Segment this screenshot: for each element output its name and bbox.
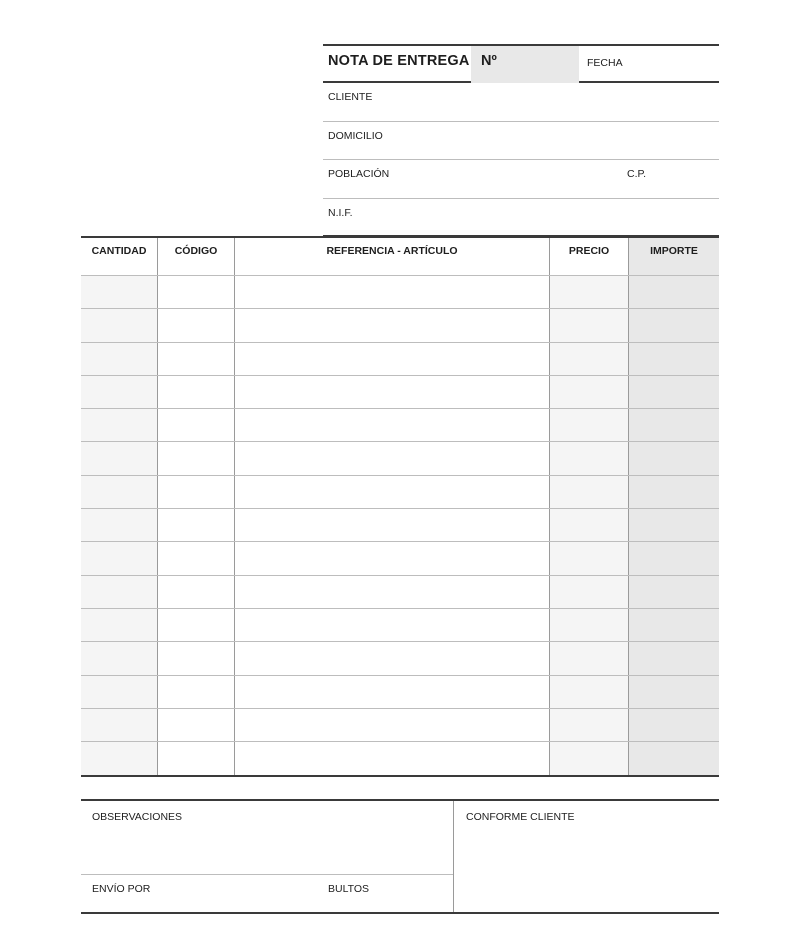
amount-cell[interactable]	[629, 276, 719, 308]
quantity-cell[interactable]	[81, 642, 158, 674]
reference-cell[interactable]	[235, 576, 550, 608]
amount-cell[interactable]	[629, 309, 719, 341]
price-cell[interactable]	[550, 542, 629, 574]
reference-cell[interactable]	[235, 609, 550, 641]
packages-label: BULTOS	[328, 883, 370, 895]
code-cell[interactable]	[158, 376, 235, 408]
table-row	[81, 442, 719, 475]
amount-cell[interactable]	[629, 376, 719, 408]
reference-cell[interactable]	[235, 742, 550, 775]
client-label: CLIENTE	[328, 91, 373, 103]
shipping-label: ENVÍO POR	[92, 883, 151, 895]
reference-cell[interactable]	[235, 642, 550, 674]
table-row	[81, 642, 719, 675]
table-row	[81, 309, 719, 342]
quantity-cell[interactable]	[81, 609, 158, 641]
reference-cell[interactable]	[235, 509, 550, 541]
price-cell[interactable]	[550, 742, 629, 775]
quantity-cell[interactable]	[81, 276, 158, 308]
quantity-cell[interactable]	[81, 376, 158, 408]
town-label: POBLACIÓN	[328, 168, 390, 180]
price-cell[interactable]	[550, 576, 629, 608]
delivery-note-footer	[81, 799, 719, 914]
number-label: Nº	[481, 53, 497, 69]
code-cell[interactable]	[158, 609, 235, 641]
code-cell[interactable]	[158, 476, 235, 508]
code-cell[interactable]	[158, 409, 235, 441]
column-header-code: CÓDIGO	[158, 238, 235, 275]
client-field[interactable]	[323, 83, 719, 122]
price-cell[interactable]	[550, 442, 629, 474]
table-header-row	[81, 238, 719, 276]
reference-cell[interactable]	[235, 276, 550, 308]
amount-cell[interactable]	[629, 343, 719, 375]
table-row	[81, 742, 719, 775]
code-cell[interactable]	[158, 742, 235, 775]
reference-cell[interactable]	[235, 676, 550, 708]
quantity-cell[interactable]	[81, 476, 158, 508]
amount-cell[interactable]	[629, 476, 719, 508]
code-cell[interactable]	[158, 676, 235, 708]
table-row	[81, 476, 719, 509]
postcode-label: C.P.	[627, 168, 647, 180]
price-cell[interactable]	[550, 409, 629, 441]
amount-cell[interactable]	[629, 709, 719, 741]
reference-cell[interactable]	[235, 309, 550, 341]
price-cell[interactable]	[550, 343, 629, 375]
quantity-cell[interactable]	[81, 742, 158, 775]
price-cell[interactable]	[550, 509, 629, 541]
reference-cell[interactable]	[235, 442, 550, 474]
quantity-cell[interactable]	[81, 442, 158, 474]
quantity-cell[interactable]	[81, 409, 158, 441]
tax-id-label: N.I.F.	[328, 206, 353, 219]
amount-cell[interactable]	[629, 576, 719, 608]
address-field[interactable]	[323, 122, 719, 161]
price-cell[interactable]	[550, 642, 629, 674]
table-row	[81, 343, 719, 376]
amount-cell[interactable]	[629, 442, 719, 474]
column-header-reference: REFERENCIA - ARTÍCULO	[235, 238, 550, 275]
table-row	[81, 409, 719, 442]
amount-cell[interactable]	[629, 409, 719, 441]
quantity-cell[interactable]	[81, 509, 158, 541]
quantity-cell[interactable]	[81, 309, 158, 341]
tax-id-field[interactable]	[323, 199, 719, 238]
column-header-quantity: CANTIDAD	[81, 238, 158, 275]
code-cell[interactable]	[158, 309, 235, 341]
reference-cell[interactable]	[235, 709, 550, 741]
code-cell[interactable]	[158, 442, 235, 474]
quantity-cell[interactable]	[81, 709, 158, 741]
table-row	[81, 276, 719, 309]
table-row	[81, 609, 719, 642]
table-row	[81, 542, 719, 575]
column-header-amount: IMPORTE	[629, 238, 719, 275]
document-title: NOTA DE ENTREGA	[328, 53, 470, 69]
amount-cell[interactable]	[629, 642, 719, 674]
price-cell[interactable]	[550, 309, 629, 341]
amount-cell[interactable]	[629, 509, 719, 541]
number-field[interactable]	[471, 46, 579, 83]
items-table	[81, 236, 719, 777]
delivery-note-header	[323, 44, 719, 237]
code-cell[interactable]	[158, 576, 235, 608]
price-cell[interactable]	[550, 276, 629, 308]
reference-cell[interactable]	[235, 376, 550, 408]
code-cell[interactable]	[158, 542, 235, 574]
quantity-cell[interactable]	[81, 343, 158, 375]
code-cell[interactable]	[158, 709, 235, 741]
amount-cell[interactable]	[629, 542, 719, 574]
quantity-cell[interactable]	[81, 676, 158, 708]
title-row	[323, 44, 719, 83]
price-cell[interactable]	[550, 376, 629, 408]
code-cell[interactable]	[158, 343, 235, 375]
date-label: FECHA	[587, 57, 623, 69]
table-row	[81, 709, 719, 742]
observations-label: OBSERVACIONES	[92, 811, 183, 823]
address-label: DOMICILIO	[328, 129, 383, 142]
code-cell[interactable]	[158, 642, 235, 674]
price-cell[interactable]	[550, 676, 629, 708]
price-cell[interactable]	[550, 476, 629, 508]
quantity-cell[interactable]	[81, 542, 158, 574]
reference-cell[interactable]	[235, 542, 550, 574]
amount-cell[interactable]	[629, 609, 719, 641]
reference-cell[interactable]	[235, 343, 550, 375]
table-row	[81, 376, 719, 409]
column-header-price: PRECIO	[550, 238, 629, 275]
town-field[interactable]	[323, 160, 719, 199]
price-cell[interactable]	[550, 609, 629, 641]
code-cell[interactable]	[158, 276, 235, 308]
code-cell[interactable]	[158, 509, 235, 541]
client-conformity-label: CONFORME CLIENTE	[466, 811, 575, 823]
table-row	[81, 576, 719, 609]
table-row	[81, 509, 719, 542]
price-cell[interactable]	[550, 709, 629, 741]
reference-cell[interactable]	[235, 409, 550, 441]
amount-cell[interactable]	[629, 742, 719, 775]
reference-cell[interactable]	[235, 476, 550, 508]
amount-cell[interactable]	[629, 676, 719, 708]
table-row	[81, 676, 719, 709]
quantity-cell[interactable]	[81, 576, 158, 608]
